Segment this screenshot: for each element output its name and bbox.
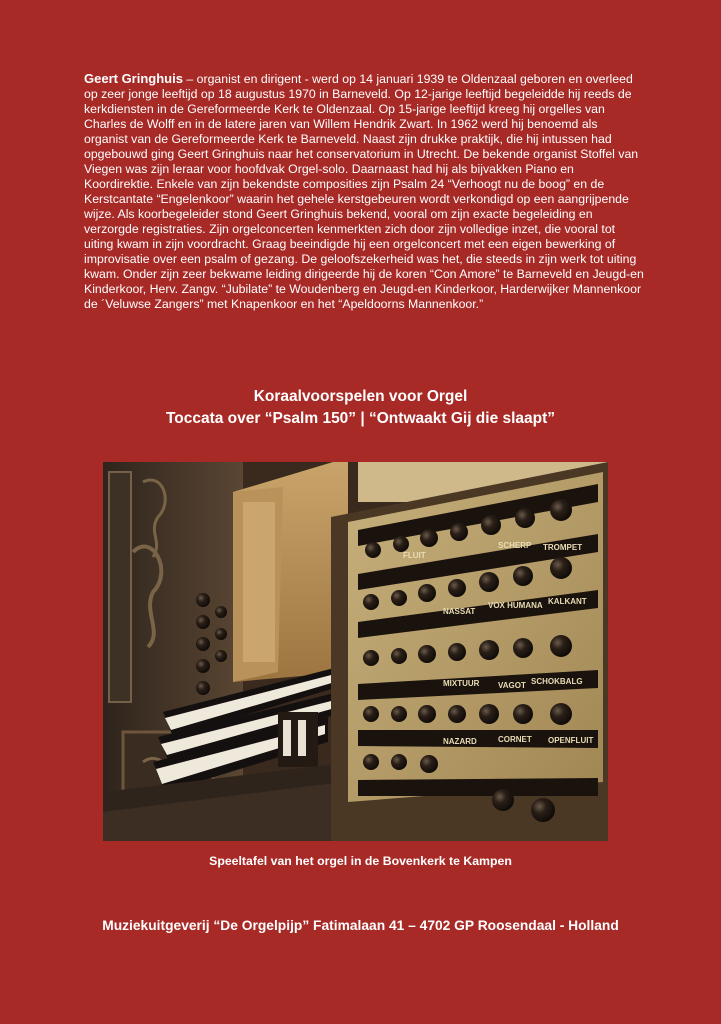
stop-label-cornet: CORNET [498,735,532,744]
publisher-address: Muziekuitgeverij “De Orgelpijp” Fatimalaan 41 – 4702 GP Roosendaal - Holland [102,918,619,933]
publication-titles [0,386,721,430]
stop-label-vagot: VAGOT [498,681,526,690]
stop-label-trompet: TROMPET [543,543,583,552]
photo-caption: Speeltafel van het orgel in de Bovenkerk te Kampen [209,854,512,868]
stop-label-nazard: NAZARD [443,737,477,746]
stop-label-vox-humana: VOX HUMANA [488,601,543,610]
stop-label-nassat: NASSAT [443,607,476,616]
title-line-2: Toccata over “Psalm 150” | “Ontwaakt Gij die slaapt” [165,410,556,427]
composer-name: Geert Gringhuis [84,71,183,86]
stop-label-kalkant: KALKANT [548,597,587,606]
organ-console-photo [103,462,608,841]
organ-console-illustration [103,462,608,841]
stop-label-mixtuur: MIXTUUR [443,679,480,688]
stop-label-fluit: FLUIT [403,551,426,560]
title-line-1: Koraalvoorspelen voor Orgel [253,388,468,405]
stop-label-scherp: SCHERP [498,541,532,550]
biography-text: – organist en dirigent - werd op 14 januari 1939 te Oldenzaal geboren en overleed op zeer jonge leeftijd op 18 augustus 1970 in Barneveld. Op 12-jarige leeftijd begeleidde hij reeds de kerkdiensten in de Gereformeerde Kerk te Oldenzaal. Op 15-jarige leeftijd kreeg hij orgelles van Charles de Wolff en in de latere jaren van Willem Hendrik Zwart. In 1962 werd hij benoemd als organist van de Gereformeerde Kerk te Barneveld. Naast zijn drukke praktijk, die hij intussen had opgebouwd ging Geert Gringhuis naar het conservatorium in Utrecht. De bekende organist Stoffel van Viegen was zijn leraar voor hoofdvak Orgel-solo. Daarnaast had hij als bijvakken Piano en Koordirektie. Enkele van zijn bekendste composities zijn Psalm 24 “Verhoogt nu de boog” en de Kerstcantate “Engelenkoor” waarin het gehele kerstgebeuren wordt verkondigd op een aangrijpende wijze. Als koorbegeleider stond Geert Gringhuis bekend, vooral om zijn exacte begeleiding en verzorgde registraties. Zijn orgelconcerten kenmerkten zich door zijn volledige inzet, die vooral tot uiting kwam in zijn voordracht. Graag beeindigde hij een orgelconcert met een eigen bewerking of improvisatie over een psalm of gezang. De geloofszekerheid was het, die steeds in zijn werk tot uiting kwam. Onder zijn zeer bekwame leiding dirigeerde hij de koren “Con Amore” te Barneveld en Jeugd-en Kinderkoor, Herv. Zangv. “Jubilate” te Woudenberg en Jeugd-en Kinderkoor, Harderwijker Mannenkoor de ´Veluwse Zangers” met Knapenkoor en het “Apeldoorns Mannenkoor.” [84,72,644,311]
stop-label-schokbalg: SCHOKBALG [531,677,583,686]
stop-label-openfluit: OPENFLUIT [548,736,594,745]
biography-paragraph [84,71,644,312]
